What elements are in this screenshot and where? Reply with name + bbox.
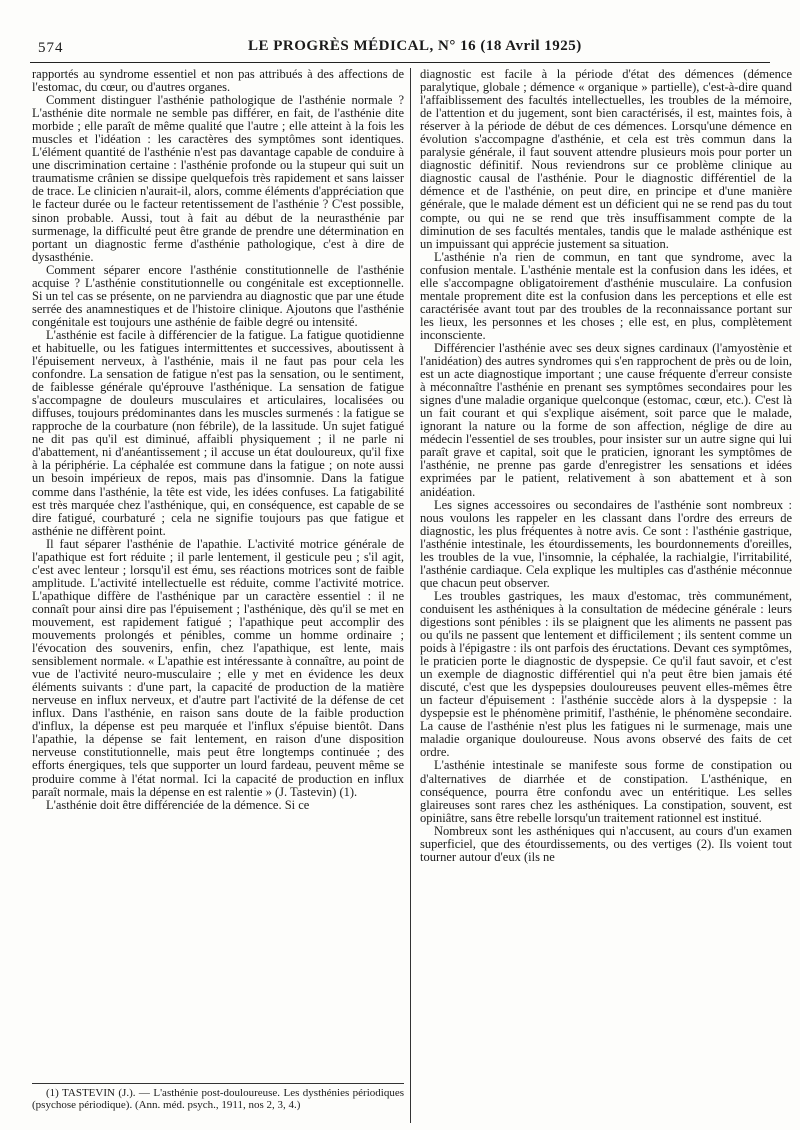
paragraph: Différencier l'asthénie avec ses deux signes cardinaux (l'amyostènie et l'anidéation) des autres syndromes qui s'en rapprochent de près ou de loin, est un acte diagnostique important ; une cause fréquente d'erreur consiste à méconnaître l'asthénie en prenant ses symptômes secondaires pour les signes d'une maladie organique quelconque (estomac, cœur, etc.). C'est là un fait courant et qui s'explique aisément, soit parce que le malade, ignorant la nature ou la forme de son affection, néglige de dire au médecin l'essentiel de ses troubles, pour insister sur un autre signe qui lui paraît grave et capital, soit que le praticien, ignorant les symptômes de l'asthénie, ne prenne pas garde d'enregistrer les sensations et idées exprimées par le patient, relativement à son abattement et à son anidéation.	[420, 340, 792, 499]
paragraph: Comment séparer encore l'asthénie constitutionnelle de l'asthénie acquise ? L'asthénie constitutionnelle ou congénitale est exceptionnelle. Si un tel cas se présente, on ne parviendra au diagnostic que par une étude serrée des anamnestiques et de l'histoire clinique. Ajoutons que l'asthénie congénitale est toujours une asthénie de faible degré ou intensité.	[32, 262, 404, 329]
paragraph: L'asthénie doit être différenciée de la démence. Si ce	[46, 797, 310, 812]
paragraph: L'asthénie est facile à différencier de la fatigue. La fatigue quotidienne et habituelle, ou les fatigues intermittentes et successives, aboutissent à l'épuisement nerveux, à l'asthénie, mais il ne faut pas pour cela les confondre. La sensation de fatigue n'est pas la sensation, ou le sentiment, de faiblesse générale qu'éprouve l'asthénique. La sensation de fatigue s'accompagne de douleurs musculaires et articulaires, localisées ou diffuses, toujours prédominantes dans les muscles surmenés : la fatigue se rapproche de la courbature (non fébrile), de la lassitude. Un sujet fatigué ne dit pas qu'il est diminué, affaibli physiquement ; il ne parle ni d'abattement, ni d'anéantissement ; il accuse un état douloureux, qu'il fixe à la périphérie. La céphalée est commune dans la fatigue ; on note aussi un besoin impérieux de repos, mais pas d'insomnie. Dans la fatigue comme dans l'asthénie, la tête est vide, les idées confuses. La fatigabilité est très marquée chez l'asthénique, qui, en conséquence, est capable de se dire fatigué, courbaturé ; cela ne signifie toujours pas que fatigue et asthénie ne diffèrent point.	[32, 327, 404, 538]
paragraph: Nombreux sont les asthéniques qui n'accusent, au cours d'un examen superficiel, que des étourdissements, ou des vertiges (2). Ils voient tout tourner autour d'eux (ils ne	[420, 823, 792, 864]
paragraph: Les signes accessoires ou secondaires de l'asthénie sont nombreux : nous voulons les rappeler en les classant dans l'ordre des erreurs de diagnostic, les plus fréquentes à notre avis. Ce sont : l'asthénie gastrique, l'asthénie intestinale, les étourdissements, les bourdonnements d'oreilles, les troubles de la vue, l'insomnie, la céphalée, la rachialgie, l'irritabilité, l'asthénie cardiaque. Cela explique les multiples cas d'asthénie méconnue que chacun peut observer.	[420, 497, 792, 590]
page-header	[38, 38, 770, 60]
paragraph: diagnostic est facile à la période d'état des démences (démence paralytique, globale ; démence « organique » partielle), c'est-à-dire quand l'affaiblissement des facultés intellectuelles, les troubles de la mémoire, de l'attention et du jugement, sont bien caractérisés, il est, maintes fois, à réserver à la période de début de ces démences. Lorsqu'une démence en évolution s'accompagne d'asthénie, et cela est très commun dans la paralysie générale, il faut souvent attendre plusieurs mois pour porter un diagnostic définitif. Nous reviendrons sur ce problème clinique au diagnostic causal de l'asthénie. Pour le diagnostic différentiel de la démence et de l'asthénie, on peut dire, en principe et d'une manière générale, que le malade dément est un déficient qui ne se rend pas du tout compte, ou qui ne se rend que très insuffisamment compte de la diminution de ses facultés mentales, tandis que le malade asthénique est un impuissant qui apprécie justement sa situation.	[420, 68, 792, 251]
paragraph: L'asthénie intestinale se manifeste sous forme de constipation ou d'alternatives de diarrhée et de constipation. L'asthénique, en conséquence, pourra être confondu avec un entéritique. Les selles glaireuses sont rares chez les asthéniques. La constipation, souvent, est opiniâtre, sans être rebelle lorsqu'un traitement rationnel est institué.	[420, 758, 792, 825]
left-column	[32, 68, 404, 1078]
paragraph: L'asthénie n'a rien de commun, en tant que syndrome, avec la confusion mentale. L'asthénie mentale est la confusion dans les idées, et elle s'accompagne obligatoirement d'asthénie musculaire. La confusion mentale proprement dite est la confusion dans les perceptions et elle est caractérisée avant tout par des troubles de la reconnaissance portant sur les lieux, les personnes et les choses ; elle est, en plus, complètement inconsciente.	[420, 249, 792, 342]
paragraph: Il faut séparer l'asthénie de l'apathie. L'activité motrice générale de l'apathique est fort réduite ; il parle lentement, il gesticule peu ; s'il agit, c'est avec lenteur ; lorsqu'il est ému, ses réactions motrices sont de faible amplitude. L'activité intellectuelle est réduite, comme l'activité motrice. L'apathique diffère de l'asthénique par un caractère essentiel : il ne connaît pour ainsi dire pas l'épuisement ; l'asthénique, dès qu'il se met en mouvement, est rapidement fatigué ; l'apathique peut accomplir des mouvements prolongés et pénibles, comme un homme ordinaire ; l'évocation des souvenirs, enfin, chez l'apathique, est lente, mais sensiblement normale. « L'apathie est intéressante à connaître, au point de vue de l'activité neuro-musculaire ; elle y met en évidence les deux éléments suivants : d'une part, la capacité de production de la matière nerveuse en influx nerveux, et d'autre part l'activité de la défense de cet influx. Dans l'asthénie, en raison sans doute de la faible production d'influx, la dépense est peu marquée et l'influx s'épuise bientôt. Dans l'apathie, la dépense se fait lentement, en raison d'une disposition nerveuse constitutionnelle, mais peut être longtemps continuée ; des efforts énergiques, tels que supporter un lourd fardeau, peuvent même se produire comme à l'état normal. Ici la capacité de production en influx paraît normale, mais la dépense en est ralentie » (J. Tastevin) (1).	[32, 536, 404, 799]
footnote: (1) TASTEVIN (J.). — L'asthénie post-douloureuse. Les dysthénies périodiques (psychose périodique). (Ann. méd. psych., 1911, nos 2, 3, 4.)	[32, 1087, 404, 1112]
paragraph: rapportés au syndrome essentiel et non pas attribués à des affections de l'estomac, du cœur, ou d'autres organes.	[32, 68, 404, 95]
paragraph: Les troubles gastriques, les maux d'estomac, très communément, conduisent les asthéniques à la consultation de médecine générale : leurs digestions sont pénibles : ils se plaignent que les aliments ne passent pas ou qu'ils ne passent que lentement et difficilement ; ils sentent comme un poids à l'épigastre : ils ont parfois des éructations. Devant ces symptômes, le praticien porte le diagnostic de dyspepsie. Ce qu'il faut savoir, et c'est un exemple de diagnostic différentiel qui n'a peut être bien jamais été discuté, c'est que les dyspepsies douloureuses peuvent elles-mêmes être un facteur d'épuisement : l'asthénie succède alors à la dyspepsie : la dyspepsie est le phénomène primitif, l'asthénie, le phénomène secondaire. La cause de l'asthénie n'est plus les fatigues ni le surmenage, mais une maladie organique douloureuse. Nous avons observé des faits de cet ordre.	[420, 588, 792, 760]
right-column	[420, 68, 792, 1128]
column-divider	[410, 68, 411, 1123]
header-rule	[30, 62, 770, 63]
journal-title: LE PROGRÈS MÉDICAL, N° 16 (18 Avril 1925)	[248, 38, 582, 54]
paragraph: Comment distinguer l'asthénie pathologique de l'asthénie normale ? L'asthénie dite normale ne semble pas différer, en fait, de l'asthénie dite morbide ; elle paraît de même qualité que l'autre ; elle atteint à la fois les muscles et l'idéation : les caractères des symptômes sont identiques. L'élément quantité de l'asthénie n'est pas davantage capable de conduire à une discrimination certaine : l'asthénie profonde ou la stupeur qui suit un traumatisme crânien se dissipe quelquefois très rapidement et sans laisser de trace. Le clinicien n'aurait-il, alors, comme éléments d'appréciation que le facteur durée ou le facteur retentissement de l'asthénie ? C'est possible, sinon probable. Aussi, tout à fait au début de la neurasthénie par surmenage, la difficulté peut être grande de prendre une détermination en portant un diagnostic ferme d'asthénie pathologique, c'est à dire de dysasthénie.	[32, 93, 404, 264]
footnote-rule	[32, 1083, 404, 1084]
page-number: 574	[38, 40, 64, 56]
